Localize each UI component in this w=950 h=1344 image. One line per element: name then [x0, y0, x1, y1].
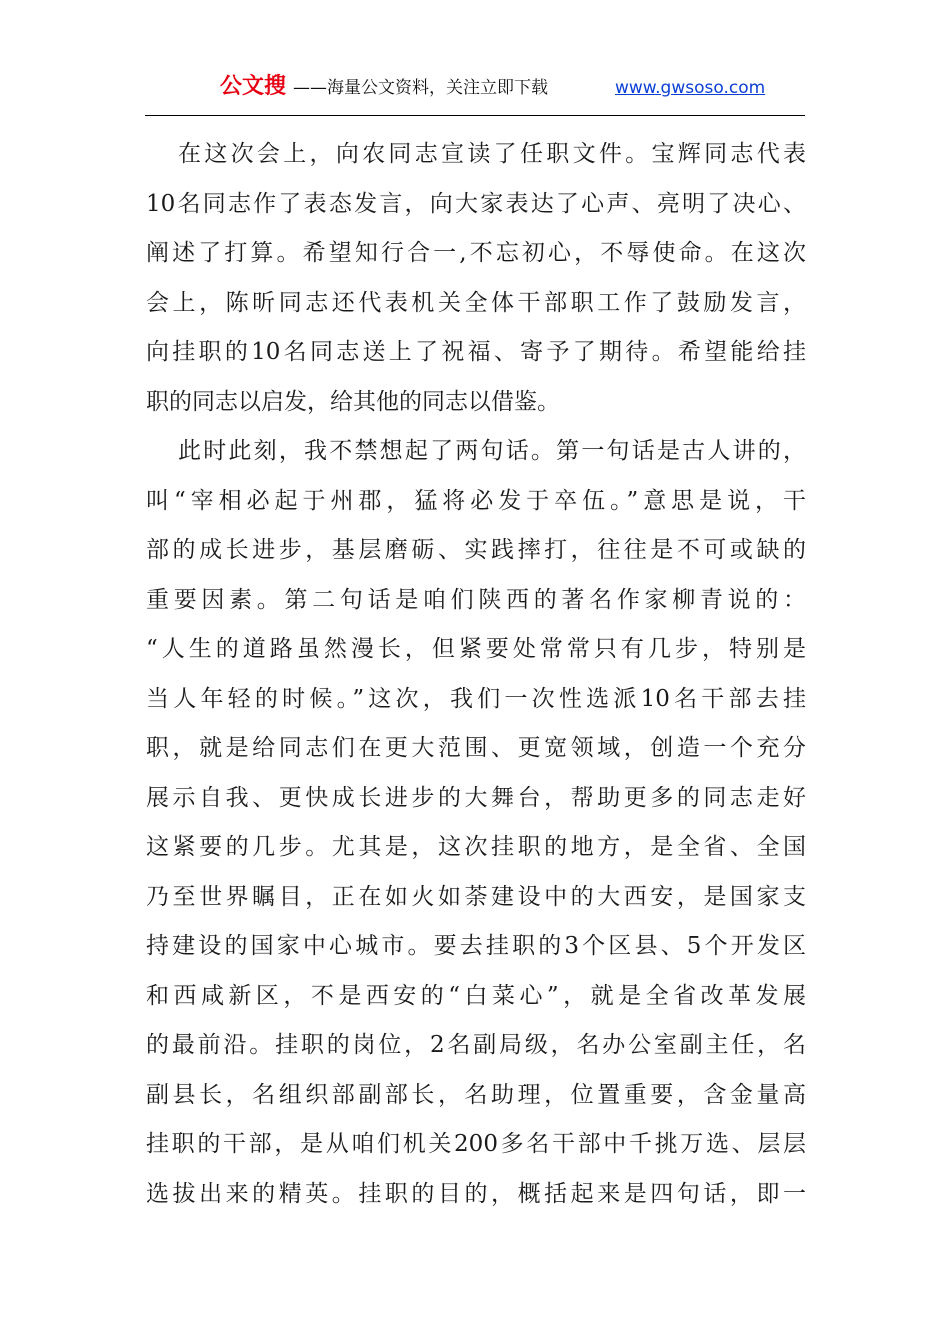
text-line: 和西咸新区，不是西安的“白菜心”，就是全省改革发展: [146, 982, 806, 1009]
text-line: 部的成长进步，基层磨砺、实践摔打，往往是不可或缺的: [146, 537, 806, 563]
brand-logo-text: 公文搜: [220, 74, 287, 99]
text-line: “人生的道路虽然漫长，但紧要处常常只有几步，特别是: [146, 636, 806, 662]
text-line: 阐述了打算。希望知行合一,不忘初心，不辱使命。在这次: [146, 240, 806, 266]
page-header: [145, 72, 805, 104]
paragraph-1: [146, 130, 806, 427]
text-line: 叫“宰相必起于州郡，猛将必发于卒伍。”意思是说，干: [146, 487, 806, 514]
text-line: 乃至世界瞩目，正在如火如荼建设中的大西安，是国家支: [146, 883, 806, 910]
paragraph-2: [146, 427, 806, 1219]
text-line: 此时此刻，我不禁想起了两句话。第一句话是古人讲的，: [178, 438, 806, 464]
text-line: 职的同志以启发，给其他的同志以借鉴。: [146, 388, 560, 415]
text-line: 向挂职的10名同志送上了祝福、寄予了期待。希望能给挂: [146, 339, 806, 365]
website-link[interactable]: www.gwsoso.com: [615, 78, 766, 98]
text-line: 副县长，名组织部副部长，名助理，位置重要，含金量高: [146, 1081, 806, 1108]
text-line: 挂职的干部，是从咱们机关200多名干部中千挑万选、层层: [146, 1131, 806, 1157]
text-line: 选拔出来的精英。挂职的目的，概括起来是四句话，即一: [146, 1180, 806, 1207]
text-line: 职，就是给同志们在更大范围、更宽领域，创造一个充分: [146, 735, 806, 761]
header-divider: [145, 115, 805, 116]
header-slogan: ——海量公文资料，关注立即下载: [293, 78, 548, 98]
text-line: 的最前沿。挂职的岗位，2名副局级，名办公室副主任，名: [146, 1032, 806, 1058]
text-line: 会上，陈昕同志还代表机关全体干部职工作了鼓励发言，: [146, 289, 806, 316]
text-line: 展示自我、更快成长进步的大舞台，帮助更多的同志走好: [146, 784, 806, 811]
text-line: 在这次会上，向农同志宣读了任职文件。宝辉同志代表: [178, 141, 806, 167]
text-line: 持建设的国家中心城市。要去挂职的3个区县、5个开发区: [146, 933, 806, 959]
text-line: 10名同志作了表态发言，向大家表达了心声、亮明了决心、: [146, 190, 806, 217]
text-line: 当人年轻的时候。”这次，我们一次性选派10名干部去挂: [146, 685, 806, 712]
document-body: [146, 130, 806, 1219]
text-line: 重要因素。第二句话是咱们陕西的著名作家柳青说的：: [146, 586, 806, 613]
text-line: 这紧要的几步。尤其是，这次挂职的地方，是全省、全国: [146, 834, 806, 860]
